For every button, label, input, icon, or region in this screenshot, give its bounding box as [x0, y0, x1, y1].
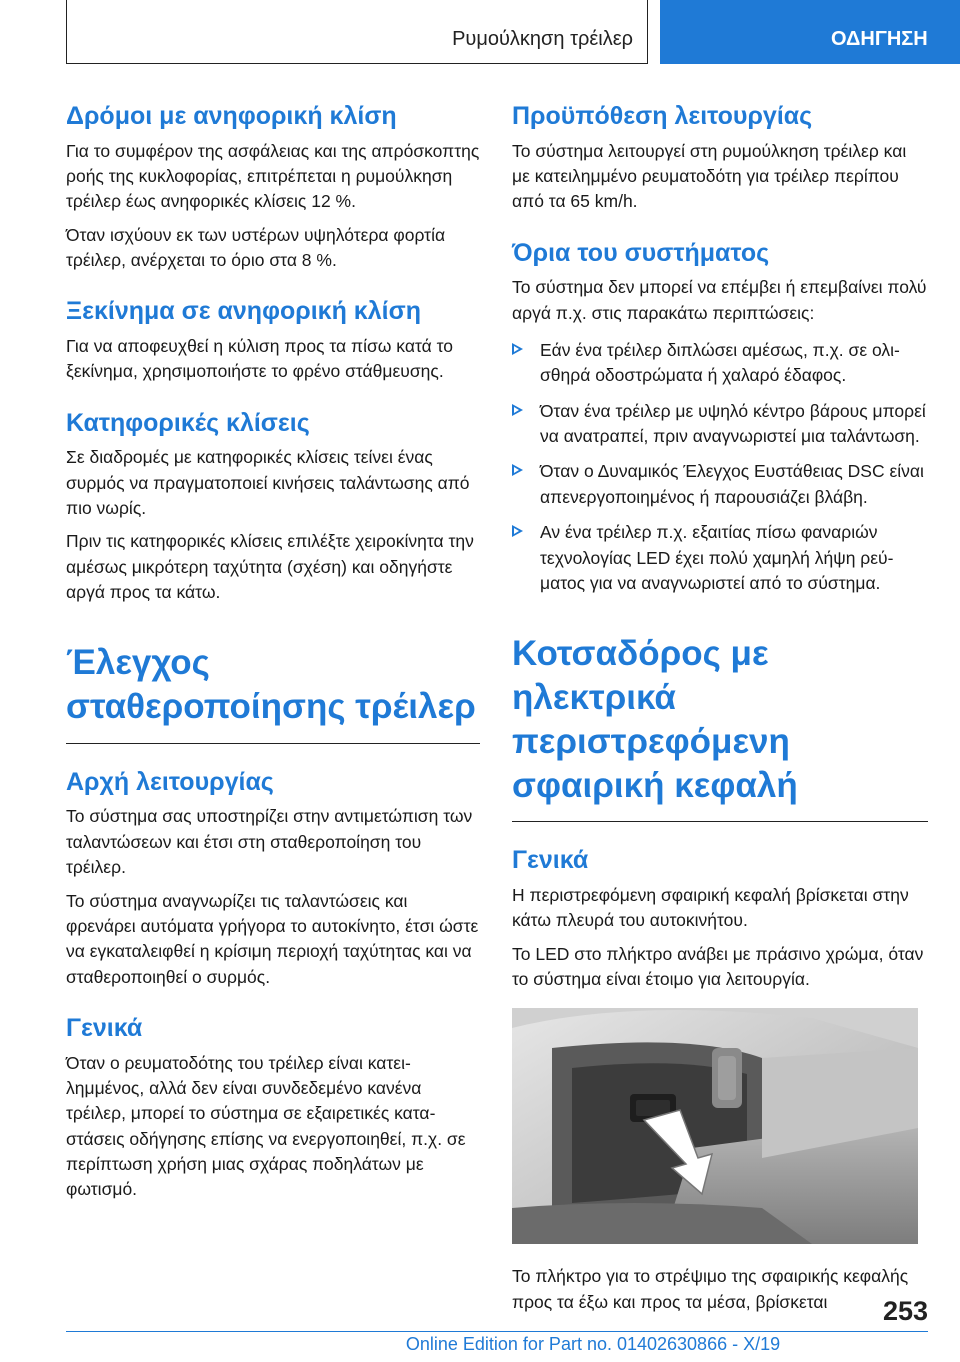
left-column [66, 100, 480, 1203]
paragraph: Όταν ισχύουν εκ των υστέρων υψηλότερα φορτία τρέιλερ, ανέρχεται το όριο στα 8 %. [66, 224, 446, 270]
paragraph: Το σύστημα λειτουργεί στη ρυμούλκηση τρέιλερ και με κατειλημμένο ρευματοδότη για τρέιλερ περίπου από τα 65 km/h. [512, 140, 907, 212]
footer-edition: Online Edition for Part no. 01402630866 - X/19 [405, 1334, 781, 1354]
paragraph: Πριν τις κατηφορικές κλίσεις επιλέξτε χειροκίνητα την αμέσως μικρότερη ταχύτητα (σχέση) και οδηγήστε αργά προς τα κάτω. [66, 531, 474, 602]
limits-list [512, 338, 928, 596]
paragraph: Σε διαδρομές με κατηφορικές κλίσεις τείνει ένας συρμός να πραγματοποιεί κινήσεις ταλάντωσης από πιο νωρίς. [66, 447, 470, 518]
list-item: Αν ένα τρέιλερ π.χ. εξαιτίας πίσω φαναριών τεχνολογίας LED έχει πολύ χαμηλή λήψη ρεύματος για να αναγνωριστεί από το σύστημα. [512, 520, 928, 596]
paragraph: Όταν ο ρευματοδότης του τρέιλερ είναι κατειλημμένος, αλλά δεν είναι συνδεδεμένο κανένα τρέιλερ, μπορεί το σύστημα σε εξαιρετικές καταστάσεις οδήγησης επίσης να ενεργοποιηθεί, π.χ. σε περίπτωση χρήση μιας σχάρας ποδηλάτων με φωτισμό. [66, 1052, 466, 1200]
list-item: Όταν ο Δυναμικός Έλεγχος Ευστάθειας DSC είναι απενεργοποιημένος ή παρουσιάζει βλάβη. [512, 459, 928, 510]
running-header-box [66, 0, 648, 64]
trunk-illustration [512, 1008, 918, 1244]
bullet-triangle-icon [512, 464, 523, 476]
heading-general: Γενικά [66, 1014, 143, 1042]
heading-general: Γενικά [512, 846, 589, 875]
heading-uphill-roads: Δρόμοι με ανηφορική κλίση [66, 102, 397, 130]
right-column [512, 100, 928, 1315]
bullet-triangle-icon [512, 525, 523, 537]
chapter-heading-trailer-stabilization: Έλεγχος σταθεροποίησης τρέιλερ [66, 643, 476, 727]
list-item: Εάν ένα τρέιλερ διπλώσει αμέσως, π.χ. σε ολισθηρά οδοστρώματα ή χαλαρό έδαφος. [512, 338, 928, 389]
paragraph: Το σύστημα αναγνωρίζει τις ταλαντώσεις και φρενάρει αυτόματα γρήγορα το αυτοκίνητο, έτσι ώστε να εγκαταλειφθεί η κρίσιμη περιοχή ταχύτητας και να σταθεροποιηθεί ο συρμός. [66, 890, 479, 987]
paragraph: Το σύστημα σας υποστηρίζει στην αντιμετώπιση των ταλαντώσεων και έτσι στη σταθεροποίηση του τρέιλερ. [66, 806, 473, 878]
bullet-triangle-icon [512, 404, 523, 416]
heading-system-limits: Όρια του συστήματος [512, 238, 770, 267]
heading-principle: Αρχή λειτουργίας [66, 767, 274, 796]
bullet-triangle-icon [512, 343, 523, 355]
paragraph: Για να αποφευχθεί η κύλιση προς τα πίσω κατά το ξεκίνημα, χρησιμοποιήστε το φρένο στάθμευσης. [66, 335, 453, 382]
heading-operating-requirement: Προϋπόθεση λειτουργίας [512, 102, 813, 130]
chapter-heading-electric-tow-hitch: Κοτσαδόρος με ηλεκτρικά περιστρεφόμενη σφαιρική κεφαλή [512, 634, 798, 805]
trunk-button-photo [512, 1008, 918, 1244]
footer-rule [66, 1331, 928, 1332]
paragraph: Για το συμφέρον της ασφάλειας και της απρόσκοπτης ροής της κυκλοφορίας, επιτρέπεται η ρυμούλκηση τρέιλερ έως ανηφορικές κλίσεις 12 %. [66, 140, 480, 212]
running-header-title: Ρυμούλκηση τρέιλερ [452, 28, 633, 50]
paragraph: Το σύστημα δεν μπορεί να επέμβει ή επεμβαίνει πολύ αργά π.χ. στις παρακάτω περιπτώσεις: [512, 277, 927, 323]
heading-uphill-start: Ξεκίνημα σε ανηφορική κλίση [66, 297, 421, 326]
paragraph: Το LED στο πλήκτρο ανάβει με πράσινο χρώμα, όταν το σύστημα είναι έτοιμο για λειτουργία. [512, 943, 924, 989]
heading-downhill: Κατηφορικές κλίσεις [66, 408, 310, 437]
page-number: 253 [882, 1296, 928, 1326]
chapter-tab: ΟΔΗΓΗΣΗ [660, 0, 960, 64]
paragraph: Το πλήκτρο για το στρέψιμο της σφαιρικής κεφαλής προς τα έξω και προς τα μέσα, βρίσκεται [512, 1266, 909, 1312]
list-item: Όταν ένα τρέιλερ με υψηλό κέντρο βάρους μπορεί να ανατραπεί, πριν αναγνωριστεί μια ταλάντωση. [512, 399, 928, 450]
paragraph: Η περιστρεφόμενη σφαιρική κεφαλή βρίσκεται στην κάτω πλευρά του αυτοκινήτου. [512, 884, 909, 931]
